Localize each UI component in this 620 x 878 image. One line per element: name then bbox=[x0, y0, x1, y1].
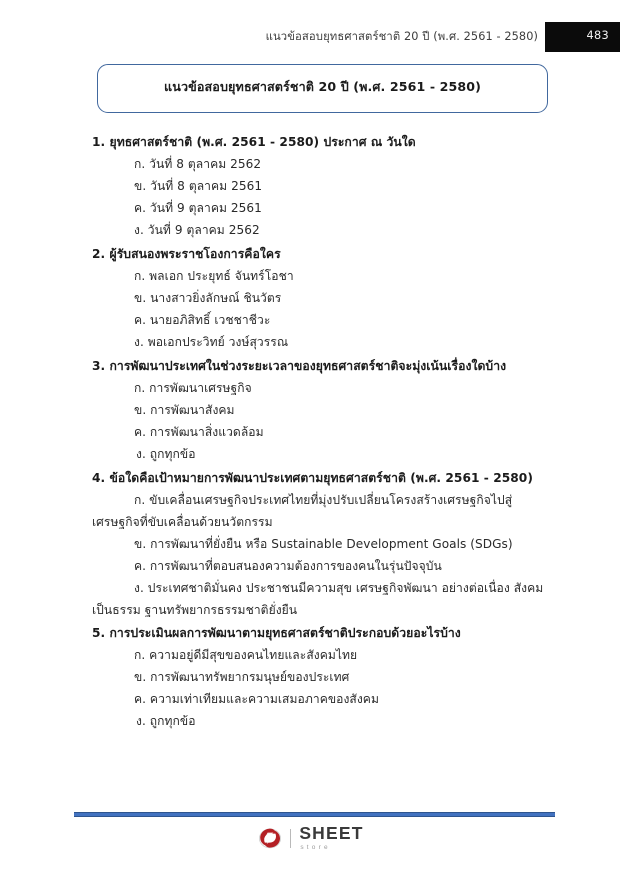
sheet-store-s-emblem-icon bbox=[256, 824, 284, 852]
logo-wordmark bbox=[299, 825, 363, 851]
running-header bbox=[0, 22, 620, 52]
footer-logo bbox=[0, 824, 620, 852]
choice-item[interactable]: ก. วันที่ 8 ตุลาคม 2562 bbox=[134, 156, 262, 171]
choice-item[interactable]: ข. การพัฒนาสังคม bbox=[134, 402, 235, 417]
question-item bbox=[92, 623, 554, 732]
question-heading: 4. ข้อใดคือเป้าหมายการพัฒนาประเทศตามยุทธศาสตร์ชาติ (พ.ศ. 2561 - 2580) bbox=[92, 470, 533, 485]
question-item bbox=[92, 468, 554, 621]
choice-item[interactable]: ง. วันที่ 9 ตุลาคม 2562 bbox=[134, 222, 260, 237]
choice-list bbox=[92, 265, 554, 353]
brand-name: SHEET bbox=[299, 823, 364, 843]
choice-list bbox=[92, 644, 554, 732]
choice-item[interactable]: ก. ขับเคลื่อนเศรษฐกิจประเทศไทยที่มุ่งปรับเปลี่ยนโครงสร้างเศรษฐกิจไปสู่ เศรษฐกิจที่ขับเคลื่อนด้วยนวัตกรรม bbox=[92, 492, 513, 529]
logo-divider bbox=[290, 829, 291, 848]
choice-item[interactable]: ค. การพัฒนาที่ตอบสนองความต้องการของคนในรุ่นปัจจุบัน bbox=[134, 558, 442, 573]
choice-item[interactable]: ง. ถูกทุกข้อ bbox=[136, 713, 196, 728]
question-item bbox=[92, 244, 554, 353]
choice-item[interactable]: ค. ความเท่าเทียมและความเสมอภาคของสังคม bbox=[134, 691, 379, 706]
choice-item[interactable]: ข. การพัฒนาที่ยั่งยืน หรือ Sustainable Development Goals (SDGs) bbox=[134, 536, 513, 551]
running-header-title: แนวข้อสอบยุทธศาสตร์ชาติ 20 ปี (พ.ศ. 2561 - 2580) bbox=[265, 30, 538, 43]
question-heading: 5. การประเมินผลการพัฒนาตามยุทธศาสตร์ชาติประกอบด้วยอะไรบ้าง bbox=[92, 625, 461, 640]
choice-item[interactable]: ก. การพัฒนาเศรษฐกิจ bbox=[134, 380, 252, 395]
question-heading: 3. การพัฒนาประเทศในช่วงระยะเวลาของยุทธศาสตร์ชาติจะมุ่งเน้นเรื่องใดบ้าง bbox=[92, 358, 507, 373]
page-number-box bbox=[545, 22, 620, 52]
choice-item[interactable]: ค. การพัฒนาสิ่งแวดล้อม bbox=[134, 424, 264, 439]
choice-item[interactable]: ง. ประเทศชาติมั่นคง ประชาชนมีความสุข เศรษฐกิจพัฒนา อย่างต่อเนื่อง สังคมเป็นธรรม ฐานทรัพยากรธรรมชาติยั่งยืน bbox=[92, 580, 544, 617]
choice-list bbox=[92, 377, 554, 465]
choice-item[interactable]: ง. พอเอกประวิทย์ วงษ์สุวรรณ bbox=[134, 334, 289, 349]
choice-list bbox=[92, 153, 554, 241]
choice-item[interactable]: ง. ถูกทุกข้อ bbox=[136, 446, 196, 461]
choice-item[interactable]: ก. ความอยู่ดีมีสุขของคนไทยและสังคมไทย bbox=[134, 647, 358, 662]
questions-list bbox=[92, 132, 554, 732]
choice-item[interactable]: ข. นางสาวยิ่งลักษณ์ ชินวัตร bbox=[134, 290, 282, 305]
question-heading: 1. ยุทธศาสตร์ชาติ (พ.ศ. 2561 - 2580) ประกาศ ณ วันใด bbox=[92, 135, 416, 149]
title-box bbox=[97, 64, 548, 113]
question-heading: 2. ผู้รับสนองพระราชโองการคือใคร bbox=[92, 246, 281, 261]
brand-tagline: store bbox=[300, 843, 331, 851]
choice-item[interactable]: ค. นายอภิสิทธิ์ เวชชาชีวะ bbox=[134, 312, 271, 327]
choice-item[interactable]: ข. การพัฒนาทรัพยากรมนุษย์ของประเทศ bbox=[134, 669, 350, 684]
choice-item[interactable]: ค. วันที่ 9 ตุลาคม 2561 bbox=[134, 200, 262, 215]
footer-divider bbox=[74, 812, 555, 817]
choice-item[interactable]: ข. วันที่ 8 ตุลาคม 2561 bbox=[134, 178, 263, 193]
question-item bbox=[92, 356, 554, 465]
page-number: 483 bbox=[586, 29, 609, 42]
page-title: แนวข้อสอบยุทธศาสตร์ชาติ 20 ปี (พ.ศ. 2561 - 2580) bbox=[164, 79, 481, 94]
question-item bbox=[92, 132, 554, 241]
choice-item[interactable]: ก. พลเอก ประยุทธ์ จันทร์โอชา bbox=[134, 268, 294, 283]
choice-list bbox=[92, 489, 554, 621]
